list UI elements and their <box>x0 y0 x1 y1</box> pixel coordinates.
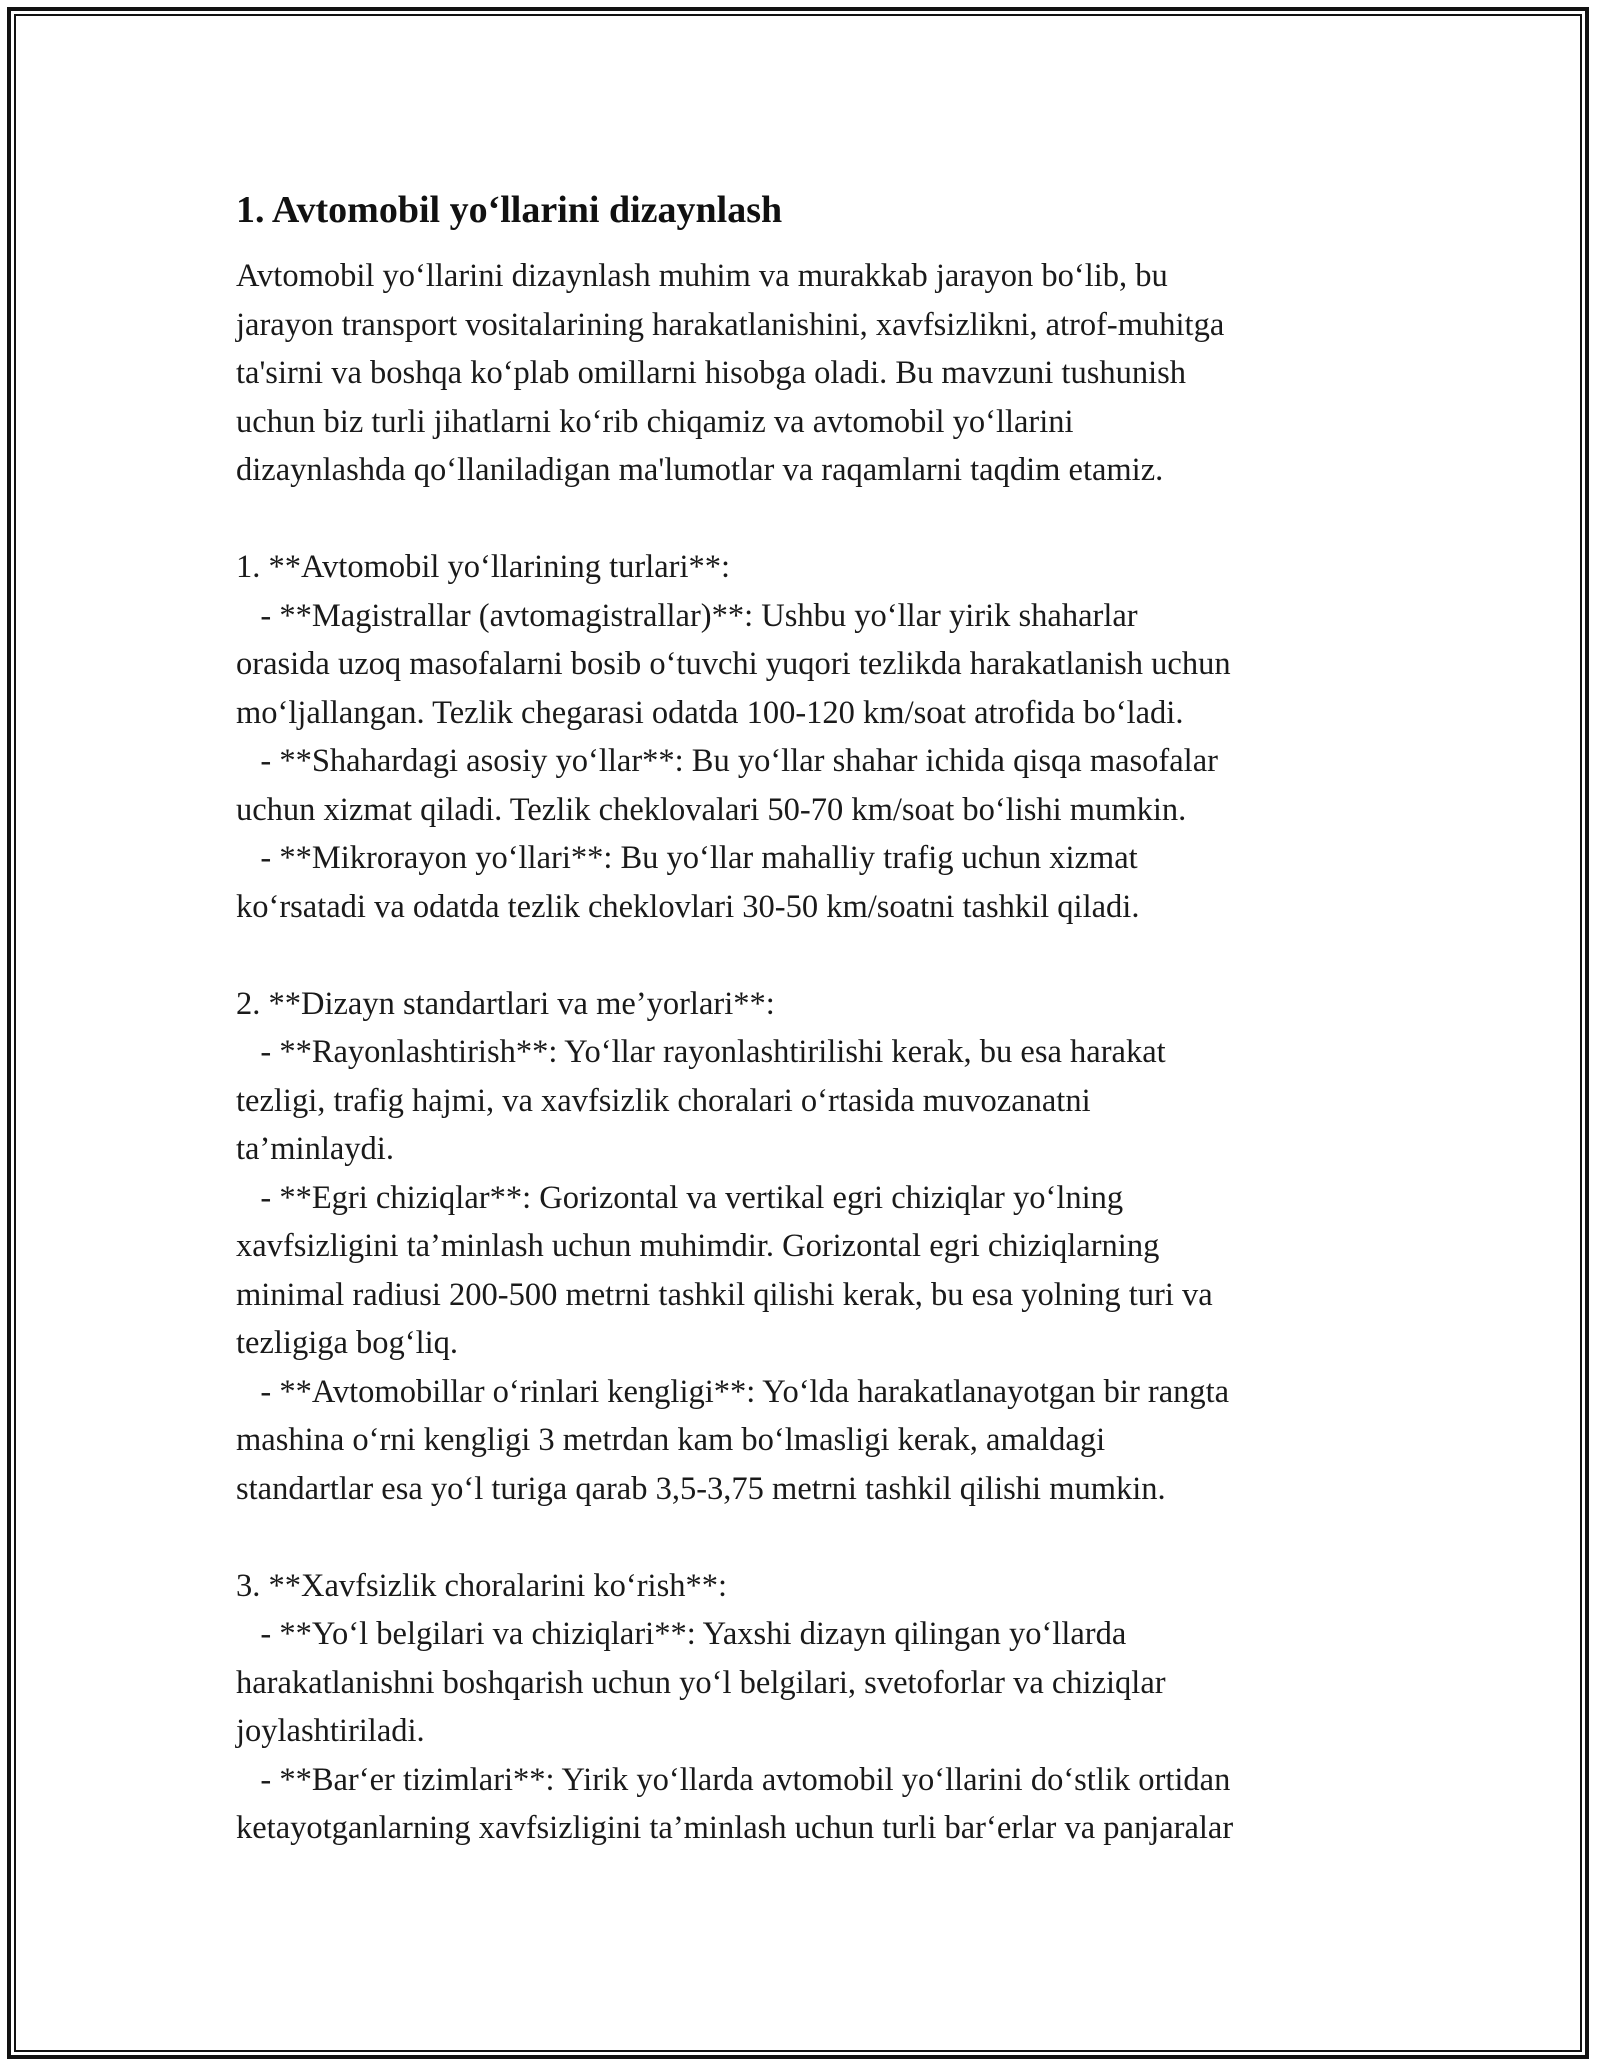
paragraph-spacer <box>236 495 1396 544</box>
document-body <box>236 186 1396 1853</box>
paragraph-spacer <box>236 1513 1396 1562</box>
section-road-types: 1. **Avtomobil yo‘llarining turlari**: - **Magistrallar (avtomagistrallar)**: Ushbu yo‘llar yirik shaharlar orasida uzoq masofalarni bosib o‘tuvchi yuqori tezlikda harakatlanish uchun mo‘ljallangan. Tezlik chegarasi odatda 100-120 km/soat atrofida bo‘ladi. - **Shahardagi asosiy yo‘llar**: Bu yo‘llar shahar ichida qisqa masofalar uchun xizmat qiladi. Tezlik cheklovalari 50-70 km/soat bo‘lishi mumkin. - **Mikrorayon yo‘llari**: Bu yo‘llar mahalliy trafig uchun xizmat ko‘rsatadi va odatda tezlik cheklovlari 30-50 km/soatni tashkil qiladi. <box>236 549 1231 925</box>
intro-paragraph: Avtomobil yo‘llarini dizaynlash muhim va murakkab jarayon bo‘lib, bu jarayon transport vositalarining harakatlanishini, xavfsizlikni, atrof-muhitga ta'sirni va boshqa ko‘plab omillarni hisobga oladi. Bu mavzuni tushunish uchun biz turli jihatlarni ko‘rib chiqamiz va avtomobil yo‘llarini dizaynlashda qo‘llaniladigan ma'lumotlar va raqamlarni taqdim etamiz. <box>236 258 1225 488</box>
section-safety-measures: 3. **Xavfsizlik choralarini ko‘rish**: - **Yo‘l belgilari va chiziqlari**: Yaxshi dizayn qilingan yo‘llarda harakatlanishni boshqarish uchun yo‘l belgilari, svetoforlar va chiziqlar joylashtiriladi. - **Bar‘er tizimlari**: Yirik yo‘llarda avtomobil yo‘llarini do‘stlik ortidan ketayotganlarning xavfsizligini ta’minlash uchun turli bar‘erlar va panjaralar <box>236 1567 1234 1846</box>
paragraph-spacer <box>236 931 1396 980</box>
document-title: 1. Avtomobil yo‘llarini dizaynlash <box>236 189 783 231</box>
section-design-standards: 2. **Dizayn standartlari va me’yorlari**: - **Rayonlashtirish**: Yo‘llar rayonlashtirilishi kerak, bu esa harakat tezligi, trafig hajmi, va xavfsizlik choralari o‘rtasida muvozanatni ta’minlaydi. - **Egri chiziqlar**: Gorizontal va vertikal egri chiziqlar yo‘lning xavfsizligini ta’minlash uchun muhimdir. Gorizontal egri chiziqlarning minimal radiusi 200-500 metrni tashkil qilishi kerak, bu esa yolning turi va tezligiga bog‘liq. - **Avtomobillar o‘rinlari kengligi**: Yo‘lda harakatlanayotgan bir rangta mashina o‘rni kengligi 3 metrdan kam bo‘lmasligi kerak, amaldagi standartlar esa yo‘l turiga qarab 3,5-3,75 metrni tashkil qilishi mumkin. <box>236 985 1230 1507</box>
